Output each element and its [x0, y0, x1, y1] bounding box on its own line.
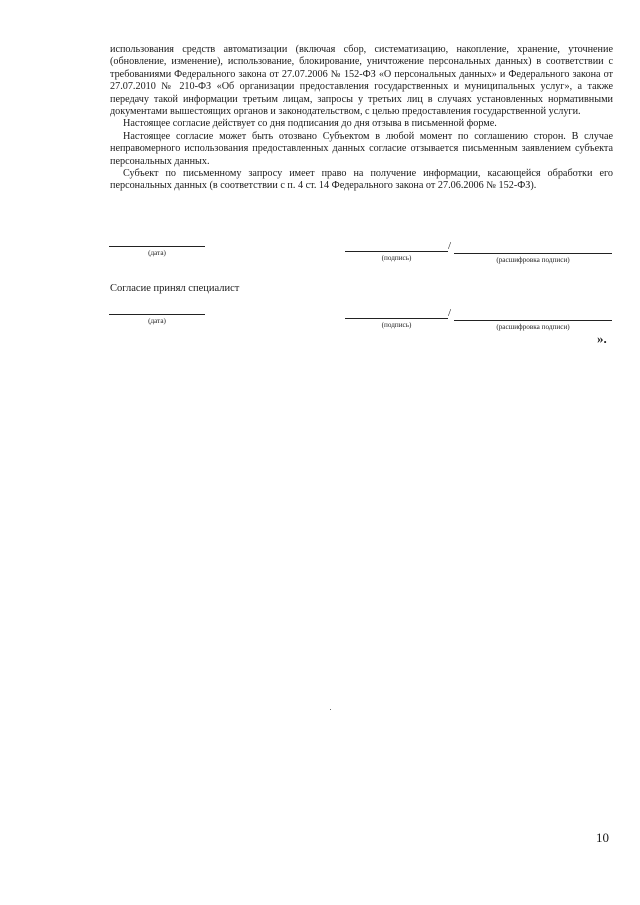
specialist-date-line	[109, 314, 205, 315]
paragraph-revocation: Настоящее согласие может быть отозвано Субъектом в любой момент по соглашению сторон. В случае неправомерного использования предоставленных данных согласие отзывается письменным заявлением субъекта персональных данных.	[110, 130, 613, 167]
specialist-date-caption: (дата)	[148, 317, 166, 325]
specialist-decoding-line	[454, 320, 612, 321]
consent-body	[110, 44, 613, 193]
paragraph-validity: Настоящее согласие действует со дня подписания до дня отзыва в письменной форме.	[123, 118, 497, 130]
specialist-signature-separator: /	[448, 307, 452, 319]
closing-quote-mark: ».	[597, 331, 607, 346]
paragraph-data-processing: использования средств автоматизации (включая сбор, систематизацию, накопление, хранение, уточнение (обновление, изменение), использование, блокирование, уничтожение персональных данных) в соответствии с требованиями Федерального закона от 27.07.2006 № 152-ФЗ «О персональных данных» и Федерального закона от 27.07.2010 № 210-ФЗ «Об организации предоставления государственных и муниципальных услуг», а также передачу такой информации третьим лицам, запросы у третьих лиц в случаях установленных нормативными документами вышестоящих органов и законодательством, с целью предоставления государственной услуги.	[110, 44, 613, 118]
paragraph-information-right: Субъект по письменному запросу имеет право на получение информации, касающейся обработки его персональных данных (в соответствии с п. 4 ст. 14 Федерального закона от 27.06.2006 № 152-ФЗ).	[110, 168, 613, 192]
specialist-signature-line	[345, 318, 448, 319]
subject-date-line	[109, 246, 205, 247]
specialist-heading: Согласие принял специалист	[110, 283, 240, 294]
subject-date-caption: (дата)	[148, 249, 166, 257]
subject-decoding-line	[454, 253, 612, 254]
subject-signature-line	[345, 251, 448, 252]
scan-speck	[330, 709, 331, 710]
subject-signature-caption: (подпись)	[381, 254, 412, 262]
specialist-decoding-caption: (расшифровка подписи)	[496, 323, 570, 331]
subject-decoding-caption: (расшифровка подписи)	[496, 256, 570, 264]
specialist-signature-caption: (подпись)	[381, 321, 412, 329]
page-number: 10	[596, 830, 609, 845]
subject-signature-separator: /	[448, 240, 452, 252]
